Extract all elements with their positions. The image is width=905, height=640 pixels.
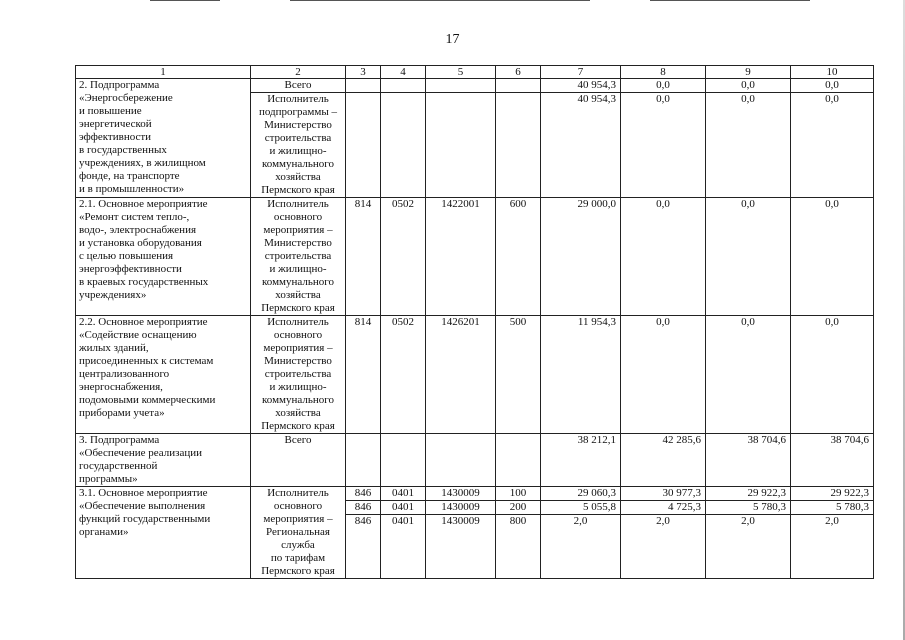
amount-cell: 2,0 <box>541 515 621 579</box>
amount-cell: 40 954,3 <box>541 93 621 198</box>
code-cell <box>496 79 541 93</box>
table-row <box>76 198 874 316</box>
executor-cell: Исполнитель подпрограммы – Министерство строительства и жилищно- коммунального хозяйства Пермского края <box>251 93 346 198</box>
amount-cell: 0,0 <box>621 198 706 316</box>
program-name-cell: 2.1. Основное мероприятие «Ремонт систем тепло-, водо-, электроснабжения и установка оборудования с целью повышения энергоэффективности в краевых государственных учреждениях» <box>76 198 251 316</box>
code-cell <box>426 93 496 198</box>
top-rule-left <box>150 0 220 1</box>
header-cell: 2 <box>251 66 346 79</box>
amount-cell: 38 704,6 <box>706 434 791 487</box>
code-cell <box>346 93 381 198</box>
code-cell: 814 <box>346 198 381 316</box>
amount-cell: 38 212,1 <box>541 434 621 487</box>
amount-cell: 2,0 <box>791 515 874 579</box>
code-cell <box>496 93 541 198</box>
amount-cell: 2,0 <box>621 515 706 579</box>
amount-cell: 0,0 <box>791 93 874 198</box>
code-cell: 846 <box>346 515 381 579</box>
code-cell <box>496 434 541 487</box>
amount-cell: 11 954,3 <box>541 316 621 434</box>
code-cell <box>346 434 381 487</box>
table-row <box>76 434 874 487</box>
code-cell: 0401 <box>381 501 426 515</box>
header-cell: 8 <box>621 66 706 79</box>
header-cell: 10 <box>791 66 874 79</box>
code-cell: 846 <box>346 501 381 515</box>
executor-cell: Всего <box>251 79 346 93</box>
header-cell: 4 <box>381 66 426 79</box>
code-cell: 600 <box>496 198 541 316</box>
header-cell: 5 <box>426 66 496 79</box>
code-cell: 1430009 <box>426 487 496 501</box>
executor-cell: Исполнитель основного мероприятия – Министерство строительства и жилищно- коммунального хозяйства Пермского края <box>251 316 346 434</box>
code-cell: 814 <box>346 316 381 434</box>
code-cell: 1426201 <box>426 316 496 434</box>
amount-cell: 0,0 <box>706 93 791 198</box>
amount-cell: 0,0 <box>706 198 791 316</box>
budget-table <box>75 65 874 579</box>
code-cell: 200 <box>496 501 541 515</box>
code-cell: 800 <box>496 515 541 579</box>
amount-cell: 0,0 <box>706 316 791 434</box>
program-name-cell: 2.2. Основное мероприятие «Содействие оснащению жилых зданий, присоединенных к системам централизованного энергоснабжения, подомовыми коммерческими приборами учета» <box>76 316 251 434</box>
header-row <box>76 66 874 79</box>
code-cell: 1430009 <box>426 515 496 579</box>
amount-cell: 0,0 <box>791 316 874 434</box>
code-cell: 0401 <box>381 515 426 579</box>
table-row <box>76 487 874 501</box>
code-cell: 500 <box>496 316 541 434</box>
code-cell <box>381 434 426 487</box>
amount-cell: 42 285,6 <box>621 434 706 487</box>
amount-cell: 0,0 <box>791 79 874 93</box>
amount-cell: 2,0 <box>706 515 791 579</box>
code-cell <box>346 79 381 93</box>
amount-cell: 5 055,8 <box>541 501 621 515</box>
executor-cell: Исполнитель основного мероприятия – Министерство строительства и жилищно- коммунального хозяйства Пермского края <box>251 198 346 316</box>
executor-cell: Исполнитель основного мероприятия – Региональная служба по тарифам Пермского края <box>251 487 346 579</box>
program-name-cell: 2. Подпрограмма «Энергосбережение и повышение энергетической эффективности в государственных учреждениях, в жилищном фонде, на транспорте и в промышленности» <box>76 79 251 198</box>
table-row <box>76 316 874 434</box>
code-cell: 846 <box>346 487 381 501</box>
amount-cell: 0,0 <box>791 198 874 316</box>
amount-cell: 40 954,3 <box>541 79 621 93</box>
code-cell: 0401 <box>381 487 426 501</box>
amount-cell: 29 060,3 <box>541 487 621 501</box>
amount-cell: 0,0 <box>621 79 706 93</box>
code-cell: 100 <box>496 487 541 501</box>
code-cell: 1422001 <box>426 198 496 316</box>
amount-cell: 0,0 <box>621 316 706 434</box>
amount-cell: 5 780,3 <box>791 501 874 515</box>
code-cell: 0502 <box>381 198 426 316</box>
top-rule-right <box>650 0 810 1</box>
amount-cell: 5 780,3 <box>706 501 791 515</box>
header-cell: 1 <box>76 66 251 79</box>
top-rule-center <box>290 0 590 1</box>
code-cell: 1430009 <box>426 501 496 515</box>
header-cell: 9 <box>706 66 791 79</box>
code-cell <box>381 93 426 198</box>
amount-cell: 30 977,3 <box>621 487 706 501</box>
code-cell <box>381 79 426 93</box>
amount-cell: 29 922,3 <box>706 487 791 501</box>
header-cell: 7 <box>541 66 621 79</box>
header-cell: 6 <box>496 66 541 79</box>
code-cell <box>426 79 496 93</box>
program-name-cell: 3. Подпрограмма «Обеспечение реализации государственной программы» <box>76 434 251 487</box>
amount-cell: 4 725,3 <box>621 501 706 515</box>
table-row <box>76 79 874 93</box>
executor-cell: Всего <box>251 434 346 487</box>
amount-cell: 29 922,3 <box>791 487 874 501</box>
code-cell: 0502 <box>381 316 426 434</box>
amount-cell: 0,0 <box>621 93 706 198</box>
header-cell: 3 <box>346 66 381 79</box>
amount-cell: 29 000,0 <box>541 198 621 316</box>
code-cell <box>426 434 496 487</box>
amount-cell: 38 704,6 <box>791 434 874 487</box>
amount-cell: 0,0 <box>706 79 791 93</box>
page-number: 17 <box>445 32 460 47</box>
program-name-cell: 3.1. Основное мероприятие «Обеспечение выполнения функций государственными органами» <box>76 487 251 579</box>
